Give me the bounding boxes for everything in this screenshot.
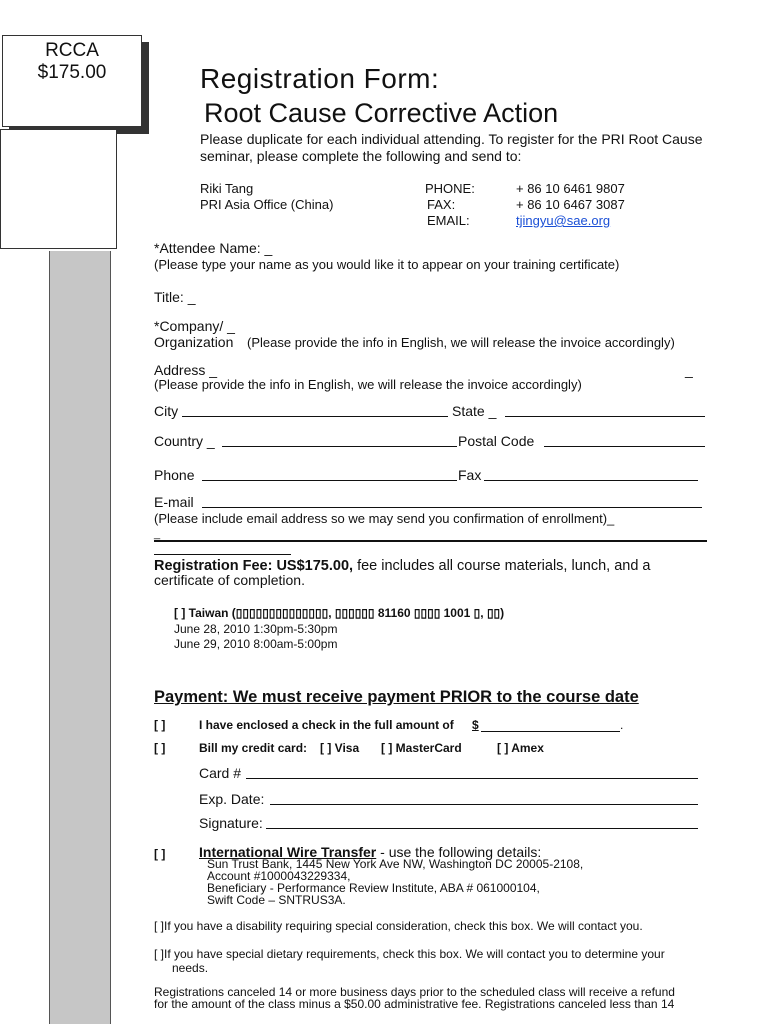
wire-transfer-checkbox[interactable]: [ ] bbox=[154, 847, 166, 861]
phone-label: PHONE: bbox=[425, 181, 475, 196]
city-input-line[interactable] bbox=[182, 416, 448, 417]
state-label: State _ bbox=[452, 403, 497, 419]
disability-checkbox[interactable]: [ ]If you have a disability requiring special consideration, check this box. We will contact you. bbox=[154, 919, 643, 933]
price-box-amount: $175.00 bbox=[37, 62, 107, 83]
side-box bbox=[0, 129, 117, 249]
session-date-1: June 28, 2010 1:30pm-5:30pm bbox=[174, 622, 338, 636]
card-number-input-line[interactable] bbox=[246, 778, 698, 779]
signature-input-line[interactable] bbox=[266, 828, 698, 829]
price-box bbox=[2, 35, 142, 127]
form-title: Registration Form: bbox=[200, 63, 440, 94]
title-label: Title: _ bbox=[154, 289, 196, 305]
section-divider bbox=[154, 540, 707, 542]
company-label: *Company/ _ bbox=[154, 318, 235, 334]
intro-line-1: Please duplicate for each individual attending. To register for the PRI Root Cause bbox=[200, 131, 703, 147]
email-label: EMAIL: bbox=[427, 213, 470, 228]
intro-line-2: seminar, please complete the following and send to: bbox=[200, 148, 522, 164]
price-box-course: RCCA bbox=[45, 40, 99, 61]
check-amount-input-line[interactable] bbox=[481, 731, 620, 732]
wire-swift: Swift Code – SNTRUS3A. bbox=[207, 893, 346, 907]
contact-email-link[interactable]: tjingyu@sae.org bbox=[516, 213, 611, 228]
credit-card-label: Bill my credit card: bbox=[199, 741, 308, 755]
cancellation-policy-2: for the amount of the class minus a $50.00 administrative fee. Registrations canceled less than 14 bbox=[154, 997, 675, 1011]
company-note: (Please provide the info in English, we will release the invoice accordingly) bbox=[247, 335, 675, 350]
wire-bank: Sun Trust Bank, 1445 New York Ave NW, Washington DC 20005-2108, bbox=[207, 857, 584, 871]
address-note: (Please provide the info in English, we will release the invoice accordingly) bbox=[154, 377, 582, 392]
check-checkbox[interactable]: [ ] bbox=[154, 718, 166, 732]
session-date-2: June 29, 2010 8:00am-5:00pm bbox=[174, 637, 338, 651]
wire-account: Account #1000043229334, bbox=[207, 869, 351, 883]
email-note: (Please include email address so we may send you confirmation of enrollment)_ bbox=[154, 511, 615, 526]
dietary-checkbox[interactable]: [ ]If you have special dietary requirements, check this box. We will contact you to determine your bbox=[154, 947, 665, 961]
state-input-line[interactable] bbox=[505, 416, 705, 417]
credit-card-checkbox[interactable]: [ ] bbox=[154, 741, 166, 755]
wire-transfer-title: International Wire Transfer bbox=[199, 844, 377, 860]
amex-checkbox[interactable]: [ ] Amex bbox=[497, 741, 544, 755]
fee-line-2: certificate of completion. bbox=[154, 572, 305, 588]
postal-code-label: Postal Code bbox=[458, 433, 535, 449]
wire-transfer-instructions: - use the following details: bbox=[376, 844, 542, 860]
fax-field-label: Fax bbox=[458, 467, 482, 483]
cancellation-policy-1: Registrations canceled 14 or more business days prior to the scheduled class will receive a refund bbox=[154, 985, 675, 999]
card-number-label: Card # bbox=[199, 765, 242, 781]
city-label: City bbox=[154, 403, 179, 419]
divider-short-rule bbox=[154, 554, 291, 555]
wire-beneficiary: Beneficiary - Performance Review Institute, ABA # 061000104, bbox=[207, 881, 540, 895]
check-label: I have enclosed a check in the full amount of bbox=[199, 718, 454, 732]
fee-description: fee includes all course materials, lunch, and a bbox=[353, 558, 651, 574]
attendee-name-label: *Attendee Name: _ bbox=[154, 240, 273, 256]
phone-input-line[interactable] bbox=[202, 480, 457, 481]
mastercard-checkbox[interactable]: [ ] MasterCard bbox=[381, 741, 462, 755]
visa-checkbox[interactable]: [ ] Visa bbox=[320, 741, 360, 755]
contact-office: PRI Asia Office (China) bbox=[200, 197, 334, 212]
contact-phone: + 86 10 6461 9807 bbox=[516, 181, 625, 196]
address-end-mark: _ bbox=[685, 362, 693, 378]
session-taiwan-checkbox[interactable]: [ ] Taiwan (▯▯▯▯▯▯▯▯▯▯▯▯▯▯, ▯▯▯▯▯▯ 81160 ▯▯▯▯ 1001 ▯, ▯▯) bbox=[174, 606, 505, 620]
country-label: Country _ bbox=[154, 433, 215, 449]
postal-code-input-line[interactable] bbox=[544, 446, 705, 447]
payment-heading: Payment: We must receive payment PRIOR to the course date bbox=[154, 688, 639, 706]
check-amount-symbol: $ bbox=[472, 718, 479, 732]
side-bar bbox=[49, 251, 111, 1024]
exp-date-label: Exp. Date: bbox=[199, 791, 265, 807]
contact-fax: + 86 10 6467 3087 bbox=[516, 197, 625, 212]
email-input-line[interactable] bbox=[202, 507, 702, 508]
exp-date-input-line[interactable] bbox=[270, 804, 698, 805]
fee-amount: Registration Fee: US$175.00, bbox=[154, 558, 354, 574]
dietary-needs: needs. bbox=[172, 961, 209, 975]
check-end-period: . bbox=[620, 718, 624, 732]
signature-label: Signature: bbox=[199, 815, 263, 831]
attendee-name-note: (Please type your name as you would like it to appear on your training certificate) bbox=[154, 257, 620, 272]
country-input-line[interactable] bbox=[222, 446, 457, 447]
fax-label: FAX: bbox=[427, 197, 456, 212]
organization-label: Organization bbox=[154, 334, 234, 350]
email-field-label: E-mail bbox=[154, 494, 194, 510]
form-subtitle: Root Cause Corrective Action bbox=[204, 98, 559, 128]
phone-field-label: Phone bbox=[154, 467, 195, 483]
fax-input-line[interactable] bbox=[484, 480, 698, 481]
contact-name: Riki Tang bbox=[200, 181, 254, 196]
stray-underscore: _ bbox=[154, 528, 161, 540]
address-label: Address _ bbox=[154, 362, 218, 378]
